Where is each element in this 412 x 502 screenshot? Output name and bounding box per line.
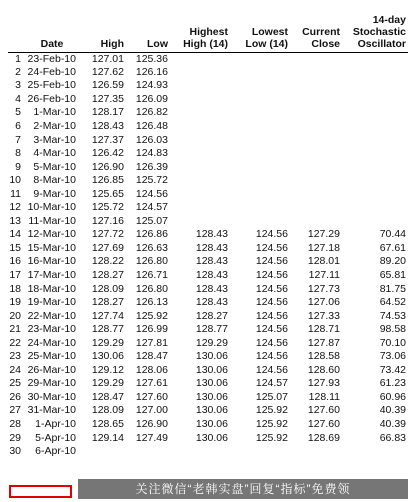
high-cell: 126.59	[91, 79, 124, 92]
close-cell	[290, 120, 342, 134]
stochastic-cell: 70.10	[379, 336, 406, 349]
date-cell: 25-Mar-10	[27, 350, 76, 363]
watermark-banner: 关注微信“老韩实盘”回复“指标”免费领	[78, 479, 408, 499]
high-cell: 127.74	[91, 309, 124, 322]
header-high: High	[82, 6, 126, 52]
date-cell: 5-Mar-10	[33, 160, 76, 173]
lowest-low-cell: 125.07	[255, 390, 288, 403]
lowest-low-cell	[230, 215, 290, 229]
low-cell: 126.90	[135, 418, 168, 431]
stochastic-cell: 61.23	[379, 377, 406, 390]
highest-high-cell: 130.06	[195, 363, 228, 376]
low-cell: 125.36	[135, 52, 168, 65]
date-cell: 19-Mar-10	[27, 296, 76, 309]
close-cell	[290, 106, 342, 120]
lowest-low-cell	[230, 133, 290, 147]
highest-high-cell	[170, 147, 230, 161]
table-row	[8, 174, 408, 188]
close-cell: 127.87	[307, 336, 340, 349]
table-row	[8, 120, 408, 134]
stochastic-cell: 74.53	[379, 309, 406, 322]
header-highest-high: Highest High (14)	[170, 6, 230, 52]
lowest-low-cell: 124.56	[255, 350, 288, 363]
high-cell: 129.29	[91, 377, 124, 390]
highest-high-cell	[170, 133, 230, 147]
date-cell: 23-Mar-10	[27, 323, 76, 336]
stochastic-cell	[342, 66, 408, 80]
highest-high-cell	[170, 215, 230, 229]
lowest-low-cell: 124.57	[255, 377, 288, 390]
highest-high-cell	[170, 120, 230, 134]
table-row	[8, 160, 408, 174]
row-index: 23	[9, 350, 21, 363]
low-cell: 124.57	[135, 201, 168, 214]
date-cell: 6-Apr-10	[35, 445, 76, 458]
row-index: 30	[9, 445, 21, 458]
highest-high-cell	[170, 174, 230, 188]
date-cell: 2-Mar-10	[33, 120, 76, 132]
close-cell	[290, 93, 342, 107]
lowest-low-cell: 125.92	[255, 404, 288, 417]
row-index: 3	[15, 79, 21, 92]
stochastic-cell	[342, 147, 408, 161]
table-row	[8, 431, 408, 445]
low-cell: 127.60	[135, 390, 168, 403]
row-index: 21	[9, 323, 21, 336]
highest-high-cell: 130.06	[195, 377, 228, 390]
row-index: 4	[15, 92, 21, 105]
date-cell: 29-Mar-10	[27, 377, 76, 390]
date-cell: 15-Mar-10	[27, 241, 76, 254]
table-row	[8, 336, 408, 350]
close-cell	[290, 147, 342, 161]
row-index: 8	[15, 147, 21, 160]
close-cell: 128.69	[307, 431, 340, 444]
highest-high-cell	[170, 106, 230, 120]
header-row	[8, 6, 408, 52]
high-cell: 126.85	[91, 174, 124, 187]
lowest-low-cell: 124.56	[255, 269, 288, 282]
lowest-low-cell: 125.92	[255, 418, 288, 431]
date-cell: 1-Mar-10	[33, 106, 76, 119]
low-cell: 126.80	[135, 255, 168, 268]
close-cell: 127.18	[307, 241, 340, 254]
stochastic-cell: 73.42	[379, 363, 406, 376]
date-cell: 3-Mar-10	[33, 133, 76, 146]
row-index: 6	[15, 120, 21, 132]
low-cell: 126.48	[135, 120, 168, 132]
table-row	[8, 187, 408, 201]
table-row	[8, 364, 408, 378]
row-index: 22	[9, 336, 21, 349]
stochastic-cell	[342, 201, 408, 215]
row-index: 26	[9, 390, 21, 403]
low-cell: 126.63	[135, 241, 168, 254]
date-cell: 24-Feb-10	[27, 65, 76, 78]
table-row	[8, 242, 408, 256]
close-cell	[290, 160, 342, 174]
stochastic-cell	[342, 445, 408, 459]
highest-high-cell: 129.29	[195, 336, 228, 349]
row-index: 29	[9, 431, 21, 444]
highest-high-cell	[170, 79, 230, 93]
highest-high-cell: 130.06	[195, 390, 228, 403]
date-cell: 12-Mar-10	[27, 228, 76, 241]
low-cell: 126.71	[135, 269, 168, 282]
date-cell: 17-Mar-10	[27, 269, 76, 282]
row-index: 12	[9, 201, 21, 214]
highest-high-cell	[170, 445, 230, 459]
row-index: 10	[9, 174, 21, 187]
high-cell: 127.72	[91, 228, 124, 241]
highest-high-cell	[170, 66, 230, 80]
highest-high-cell: 128.43	[195, 228, 228, 241]
close-cell: 127.33	[307, 309, 340, 322]
date-cell: 1-Apr-10	[35, 418, 76, 431]
lowest-low-cell: 124.56	[255, 323, 288, 336]
header-index	[8, 6, 24, 52]
highest-high-cell: 130.06	[195, 350, 228, 363]
highest-high-cell: 130.06	[195, 404, 228, 417]
row-index: 17	[9, 269, 21, 282]
highest-high-cell	[170, 52, 230, 66]
table-row	[8, 309, 408, 323]
table-row	[8, 350, 408, 364]
high-cell: 127.16	[91, 214, 124, 227]
table-row	[8, 418, 408, 432]
high-cell: 129.29	[91, 336, 124, 349]
close-cell: 128.60	[307, 363, 340, 376]
date-cell: 23-Feb-10	[27, 52, 76, 65]
stochastic-cell: 60.96	[379, 390, 406, 403]
lowest-low-cell: 124.56	[255, 228, 288, 241]
row-index: 15	[9, 241, 21, 254]
table-row	[8, 391, 408, 405]
high-cell: 130.06	[91, 350, 124, 363]
stochastic-cell	[342, 79, 408, 93]
date-cell: 16-Mar-10	[27, 255, 76, 268]
close-cell	[290, 52, 342, 66]
lowest-low-cell	[230, 201, 290, 215]
row-index: 9	[15, 160, 21, 173]
date-cell: 5-Apr-10	[35, 431, 76, 444]
low-cell: 126.13	[135, 296, 168, 309]
table-row	[8, 52, 408, 66]
high-cell: 129.12	[91, 363, 124, 376]
close-cell: 128.58	[307, 350, 340, 363]
highest-high-cell: 128.43	[195, 241, 228, 254]
high-cell: 129.14	[91, 431, 124, 444]
date-cell: 30-Mar-10	[27, 390, 76, 403]
high-cell: 126.90	[91, 160, 124, 173]
high-cell	[82, 445, 126, 459]
close-cell: 127.73	[307, 282, 340, 295]
close-cell: 128.71	[307, 323, 340, 336]
lowest-low-cell	[230, 147, 290, 161]
highest-high-cell	[170, 187, 230, 201]
stochastic-table	[8, 6, 408, 458]
stochastic-cell	[342, 174, 408, 188]
lowest-low-cell	[230, 79, 290, 93]
high-cell: 128.09	[91, 282, 124, 295]
low-cell: 125.72	[135, 174, 168, 187]
lowest-low-cell: 124.56	[255, 255, 288, 268]
high-cell: 127.62	[91, 65, 124, 78]
highest-high-cell: 128.43	[195, 282, 228, 295]
table-row	[8, 404, 408, 418]
close-cell	[290, 79, 342, 93]
highest-high-cell: 130.06	[195, 418, 228, 431]
header-current-close: Current Close	[290, 6, 342, 52]
date-cell: 24-Mar-10	[27, 336, 76, 349]
lowest-low-cell	[230, 106, 290, 120]
lowest-low-cell	[230, 93, 290, 107]
date-cell: 22-Mar-10	[27, 309, 76, 322]
row-index: 25	[9, 377, 21, 390]
row-index: 5	[15, 106, 21, 119]
table-row	[8, 79, 408, 93]
header-low: Low	[126, 6, 170, 52]
row-index: 24	[9, 363, 21, 376]
close-cell: 127.60	[307, 404, 340, 417]
lowest-low-cell: 124.56	[255, 241, 288, 254]
high-cell: 125.65	[91, 187, 124, 200]
low-cell	[126, 445, 170, 459]
lowest-low-cell	[230, 445, 290, 459]
low-cell: 126.86	[135, 228, 168, 241]
row-index: 7	[15, 133, 21, 146]
row-index: 27	[9, 404, 21, 417]
date-cell: 25-Feb-10	[27, 79, 76, 92]
row-index: 2	[15, 65, 21, 78]
table-row	[8, 445, 408, 459]
low-cell: 126.16	[135, 65, 168, 78]
lowest-low-cell	[230, 120, 290, 134]
table-row	[8, 377, 408, 391]
stochastic-cell: 40.39	[379, 404, 406, 417]
stochastic-cell: 40.39	[379, 418, 406, 431]
header-stochastic: 14-day Stochastic Oscillator	[342, 6, 408, 52]
high-cell: 128.17	[91, 106, 124, 119]
high-cell: 128.77	[91, 323, 124, 336]
table-row	[8, 296, 408, 310]
stochastic-cell: 66.83	[379, 431, 406, 444]
table-row	[8, 66, 408, 80]
date-cell: 4-Mar-10	[33, 147, 76, 160]
stochastic-cell: 98.58	[379, 323, 406, 336]
close-cell	[290, 201, 342, 215]
stochastic-cell: 70.44	[379, 228, 406, 241]
high-cell: 127.01	[91, 52, 124, 65]
high-cell: 128.47	[91, 390, 124, 403]
table-row	[8, 147, 408, 161]
highest-high-cell	[170, 201, 230, 215]
close-cell: 127.60	[307, 418, 340, 431]
close-cell: 128.11	[308, 390, 340, 403]
stochastic-cell: 89.20	[379, 255, 406, 268]
highest-high-cell: 128.43	[195, 269, 228, 282]
highest-high-cell: 128.43	[195, 255, 228, 268]
close-cell: 127.06	[307, 296, 340, 309]
lowest-low-cell: 124.56	[255, 336, 288, 349]
low-cell: 128.06	[135, 363, 168, 376]
high-cell: 127.37	[91, 133, 124, 146]
table-row	[8, 282, 408, 296]
header-date: Date	[24, 6, 82, 52]
lowest-low-cell	[230, 66, 290, 80]
high-cell: 128.22	[91, 255, 124, 268]
stochastic-cell: 73.06	[379, 350, 406, 363]
highlight-box	[9, 485, 72, 498]
high-cell: 128.43	[91, 120, 124, 132]
high-cell: 126.42	[91, 147, 124, 160]
lowest-low-cell	[230, 187, 290, 201]
low-cell: 128.47	[135, 350, 168, 363]
stochastic-cell	[342, 133, 408, 147]
row-index: 20	[9, 309, 21, 322]
row-index: 18	[9, 282, 21, 295]
close-cell	[290, 66, 342, 80]
lowest-low-cell: 124.56	[255, 363, 288, 376]
date-cell: 31-Mar-10	[27, 404, 76, 417]
stochastic-cell	[342, 160, 408, 174]
lowest-low-cell: 125.92	[255, 431, 288, 444]
low-cell: 124.93	[135, 79, 168, 92]
row-index: 13	[9, 214, 21, 227]
row-index: 11	[10, 187, 21, 200]
header-lowest-low: Lowest Low (14)	[230, 6, 290, 52]
row-index: 16	[9, 255, 21, 268]
highest-high-cell: 130.06	[195, 431, 228, 444]
high-cell: 127.35	[91, 92, 124, 105]
close-cell	[290, 174, 342, 188]
low-cell: 126.82	[135, 106, 168, 119]
table-row	[8, 133, 408, 147]
low-cell: 126.99	[135, 323, 168, 336]
high-cell: 128.27	[91, 296, 124, 309]
lowest-low-cell	[230, 160, 290, 174]
high-cell: 128.09	[91, 404, 124, 417]
stochastic-cell: 67.61	[379, 241, 406, 254]
lowest-low-cell: 124.56	[255, 296, 288, 309]
table-row	[8, 255, 408, 269]
low-cell: 127.49	[135, 431, 168, 444]
row-index: 19	[9, 296, 21, 309]
table-row	[8, 228, 408, 242]
low-cell: 126.39	[135, 160, 168, 173]
date-cell: 26-Mar-10	[27, 363, 76, 376]
stochastic-cell: 65.81	[379, 269, 406, 282]
date-cell: 9-Mar-10	[33, 187, 76, 200]
lowest-low-cell	[230, 52, 290, 66]
close-cell	[290, 215, 342, 229]
table-row	[8, 106, 408, 120]
low-cell: 126.03	[135, 133, 168, 146]
low-cell: 127.61	[135, 377, 168, 390]
stochastic-cell	[342, 215, 408, 229]
stochastic-cell	[342, 187, 408, 201]
low-cell: 127.00	[135, 404, 168, 417]
close-cell: 127.93	[307, 377, 340, 390]
highest-high-cell	[170, 160, 230, 174]
low-cell: 125.92	[135, 309, 168, 322]
date-cell: 26-Feb-10	[27, 92, 76, 105]
stochastic-cell: 64.52	[379, 296, 406, 309]
close-cell: 127.11	[308, 269, 340, 282]
low-cell: 125.07	[135, 214, 168, 227]
date-cell: 11-Mar-10	[28, 214, 76, 227]
highest-high-cell: 128.77	[195, 323, 228, 336]
low-cell: 126.80	[135, 282, 168, 295]
low-cell: 124.56	[135, 187, 168, 200]
row-index: 1	[15, 52, 21, 65]
low-cell: 127.81	[135, 336, 168, 349]
stochastic-cell	[342, 93, 408, 107]
lowest-low-cell: 124.56	[255, 309, 288, 322]
high-cell: 127.69	[91, 241, 124, 254]
stochastic-cell: 81.75	[379, 282, 406, 295]
high-cell: 128.27	[91, 269, 124, 282]
table-row	[8, 323, 408, 337]
high-cell: 125.72	[91, 201, 124, 214]
highest-high-cell: 128.27	[195, 309, 228, 322]
close-cell: 127.29	[307, 228, 340, 241]
low-cell: 126.09	[135, 92, 168, 105]
lowest-low-cell: 124.56	[255, 282, 288, 295]
highest-high-cell	[170, 93, 230, 107]
lowest-low-cell	[230, 174, 290, 188]
table-row	[8, 215, 408, 229]
close-cell	[290, 445, 342, 459]
table-row	[8, 269, 408, 283]
date-cell: 10-Mar-10	[27, 201, 76, 214]
table-body	[8, 52, 408, 458]
close-cell	[290, 187, 342, 201]
table-row	[8, 93, 408, 107]
close-cell: 128.01	[307, 255, 340, 268]
stochastic-cell	[342, 120, 408, 134]
highest-high-cell: 128.43	[195, 296, 228, 309]
date-cell: 18-Mar-10	[27, 282, 76, 295]
row-index: 14	[9, 228, 21, 241]
low-cell: 124.83	[135, 147, 168, 160]
row-index: 28	[9, 418, 21, 431]
table-row	[8, 201, 408, 215]
stochastic-cell	[342, 52, 408, 66]
high-cell: 128.65	[91, 418, 124, 431]
date-cell: 8-Mar-10	[33, 174, 76, 187]
close-cell	[290, 133, 342, 147]
stochastic-cell	[342, 106, 408, 120]
